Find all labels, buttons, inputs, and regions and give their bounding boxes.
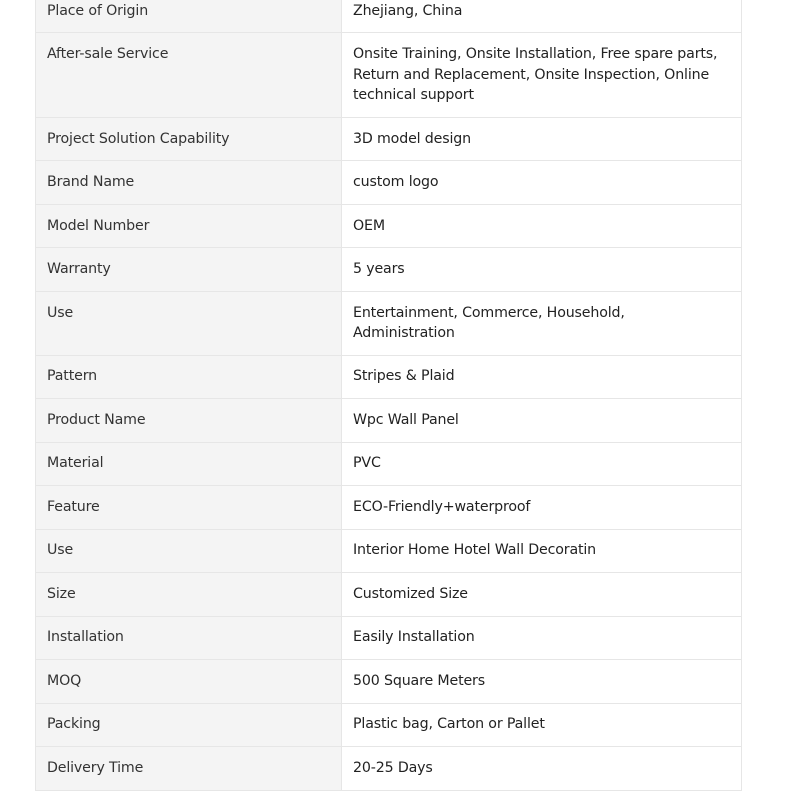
spec-value: Easily Installation	[342, 616, 742, 659]
spec-label: Material	[36, 442, 342, 485]
spec-label: Packing	[36, 703, 342, 746]
spec-value: 500 Square Meters	[342, 660, 742, 703]
spec-value: 3D model design	[342, 117, 742, 160]
spec-value: Customized Size	[342, 573, 742, 616]
table-row	[36, 355, 742, 398]
spec-value: OEM	[342, 204, 742, 247]
spec-value: PVC	[342, 442, 742, 485]
table-row	[36, 0, 742, 33]
spec-label: Use	[36, 529, 342, 572]
spec-value: 20-25 Days	[342, 747, 742, 790]
spec-label: Brand Name	[36, 161, 342, 204]
spec-value: Entertainment, Commerce, Household, Administration	[342, 291, 742, 355]
table-row	[36, 117, 742, 160]
table-row	[36, 660, 742, 703]
spec-value: Zhejiang, China	[342, 0, 742, 33]
table-row	[36, 161, 742, 204]
spec-label: Project Solution Capability	[36, 117, 342, 160]
spec-value: Stripes & Plaid	[342, 355, 742, 398]
spec-label: Feature	[36, 486, 342, 529]
table-row	[36, 486, 742, 529]
spec-label: Installation	[36, 616, 342, 659]
table-row	[36, 248, 742, 291]
table-row	[36, 442, 742, 485]
spec-label: Place of Origin	[36, 0, 342, 33]
spec-value: custom logo	[342, 161, 742, 204]
spec-label: Product Name	[36, 399, 342, 442]
table-row	[36, 33, 742, 117]
spec-value: ECO-Friendly+waterproof	[342, 486, 742, 529]
spec-label: Size	[36, 573, 342, 616]
spec-label: Pattern	[36, 355, 342, 398]
table-row	[36, 529, 742, 572]
table-row	[36, 703, 742, 746]
table-row	[36, 204, 742, 247]
spec-value: Plastic bag, Carton or Pallet	[342, 703, 742, 746]
spec-label: After-sale Service	[36, 33, 342, 117]
table-row	[36, 747, 742, 790]
spec-value: Interior Home Hotel Wall Decoratin	[342, 529, 742, 572]
spec-value: 5 years	[342, 248, 742, 291]
spec-label: Delivery Time	[36, 747, 342, 790]
spec-label: Warranty	[36, 248, 342, 291]
table-row	[36, 616, 742, 659]
product-specifications-table	[35, 0, 742, 791]
spec-value: Wpc Wall Panel	[342, 399, 742, 442]
table-row	[36, 399, 742, 442]
table-row	[36, 573, 742, 616]
spec-value: Onsite Training, Onsite Installation, Free spare parts, Return and Replacement, Onsite Inspection, Online technical support	[342, 33, 742, 117]
table-row	[36, 291, 742, 355]
spec-label: Use	[36, 291, 342, 355]
spec-label: MOQ	[36, 660, 342, 703]
spec-label: Model Number	[36, 204, 342, 247]
